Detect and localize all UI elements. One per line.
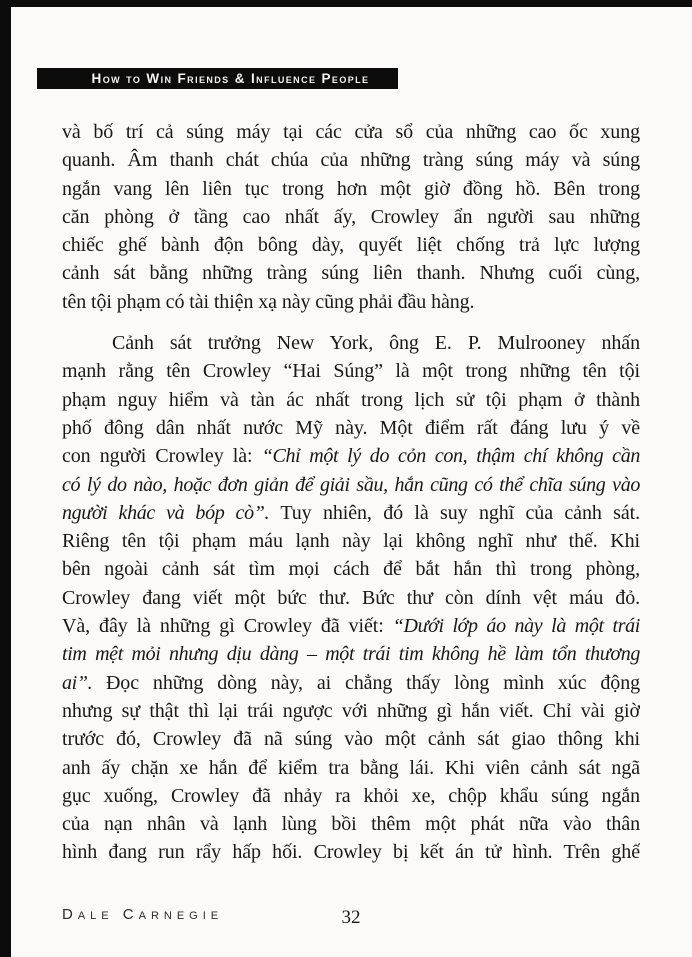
page-text-block xyxy=(62,118,640,867)
running-header-bar xyxy=(37,68,398,89)
body-text-segment: ngắn vang lên liên tục trong hơn một giờ đồng hồ. Bên trong xyxy=(62,177,640,200)
text-line xyxy=(62,754,640,782)
text-line xyxy=(62,146,640,174)
text-line xyxy=(62,386,640,414)
body-text-segment: chiếc ghế bành độn bông dày, quyết liệt chống trả lực lượng xyxy=(62,234,640,257)
text-line xyxy=(62,414,640,442)
body-text-segment: mạnh rằng tên Crowley “Hai Súng” là một trong những tên tội xyxy=(62,360,640,383)
text-line xyxy=(62,357,640,385)
text-line xyxy=(62,175,640,203)
quoted-italic-text: có lý do nào, hoặc đơn giản để giải sầu, hắn cũng có thể chĩa súng vào xyxy=(62,473,640,496)
text-line xyxy=(62,584,640,612)
text-line xyxy=(62,725,640,753)
body-text-segment: Crowley đang viết một bức thư. Bức thư còn dính vệt máu đỏ. xyxy=(62,586,640,609)
page-number: 32 xyxy=(341,907,361,928)
text-line xyxy=(62,471,640,499)
body-text-segment: hình đang run rẩy hấp hối. Crowley bị kết án tử hình. Trên ghế xyxy=(62,841,640,864)
scan-left-edge xyxy=(0,0,11,957)
text-line xyxy=(62,329,640,357)
body-text-segment: anh ấy chặn xe hắn để kiểm tra bằng lái. Khi viên cảnh sát ngã xyxy=(62,756,640,779)
body-text-segment: căn phòng ở tầng cao nhất ấy, Crowley ẩn người sau những xyxy=(62,205,640,228)
body-text-segment: nhưng sự thật thì lại trái ngược với những gì hắn viết. Chỉ vài giờ xyxy=(62,699,640,722)
body-text-segment: phạm nguy hiểm và tàn ác nhất trong lịch sử tội phạm ở thành xyxy=(62,388,640,411)
body-text-segment: Cảnh sát trưởng New York, ông E. P. Mulrooney nhấn xyxy=(112,332,640,355)
body-text-segment: Tuy nhiên, đó là suy nghĩ của cảnh sát. xyxy=(280,501,640,524)
quoted-italic-text: tim mệt mỏi nhưng dịu dàng – một trái tim không hề làm tổn thương xyxy=(62,643,640,666)
text-line xyxy=(62,782,640,810)
body-text-segment: Đọc những dòng này, ai chẳng thấy lòng mình xúc động xyxy=(105,671,640,694)
body-text-segment: trước đó, Crowley đã nã súng vào một cảnh sát giao thông khi xyxy=(62,728,640,751)
quoted-italic-text: người khác và bóp cò”. xyxy=(62,501,281,524)
book-title: How to Win Friends & Influence People xyxy=(91,71,370,86)
text-line xyxy=(62,442,640,470)
body-text-segment: phố đông dân nhất nước Mỹ này. Một điểm rất đáng lưu ý về xyxy=(62,416,640,439)
text-line xyxy=(62,288,640,316)
text-line xyxy=(62,203,640,231)
text-line xyxy=(62,640,640,668)
text-line xyxy=(62,810,640,838)
body-text-segment: bên ngoài cảnh sát tìm mọi cách để bắt hắn thì trong phòng, xyxy=(62,558,640,581)
text-line xyxy=(62,499,640,527)
text-line xyxy=(62,697,640,725)
body-text-segment: con người Crowley là: xyxy=(62,445,262,468)
author-name: Dale Carnegie xyxy=(62,906,224,923)
quoted-italic-text: “Dưới lớp áo này là một trái xyxy=(392,615,640,638)
text-line xyxy=(62,118,640,146)
body-text-segment: quanh. Âm thanh chát chúa của những tràng súng máy và súng xyxy=(62,149,640,172)
paragraph xyxy=(62,329,640,867)
text-line xyxy=(62,669,640,697)
body-text-segment: gục xuống, Crowley đã nhảy ra khỏi xe, chộp khẩu súng ngắn xyxy=(62,784,640,807)
body-text-segment: Và, đây là những gì Crowley đã viết: xyxy=(62,615,393,638)
text-line xyxy=(62,259,640,287)
body-text-segment: cảnh sát bằng những tràng súng liên thanh. Nhưng cuối cùng, xyxy=(62,262,640,285)
body-text-segment: và bố trí cả súng máy tại các cửa sổ của những cao ốc xung xyxy=(62,121,640,143)
scan-top-edge xyxy=(0,0,692,7)
text-line xyxy=(62,231,640,259)
text-line xyxy=(62,612,640,640)
quoted-italic-text: “Chỉ một lý do cỏn con, thậm chí không cần xyxy=(261,445,640,468)
body-text-segment: của nạn nhân và lạnh lùng bồi thêm một phát nữa vào thân xyxy=(62,813,640,836)
text-line xyxy=(62,555,640,583)
paragraph xyxy=(62,118,640,316)
text-line xyxy=(62,527,640,555)
text-line xyxy=(62,838,640,866)
quoted-italic-text: ai”. xyxy=(62,671,106,694)
body-text-segment: tên tội phạm có tài thiện xạ này cũng phải đầu hàng. xyxy=(62,290,475,313)
body-text-segment: Riêng tên tội phạm máu lạnh này lại không nghĩ như thế. Khi xyxy=(62,530,640,553)
